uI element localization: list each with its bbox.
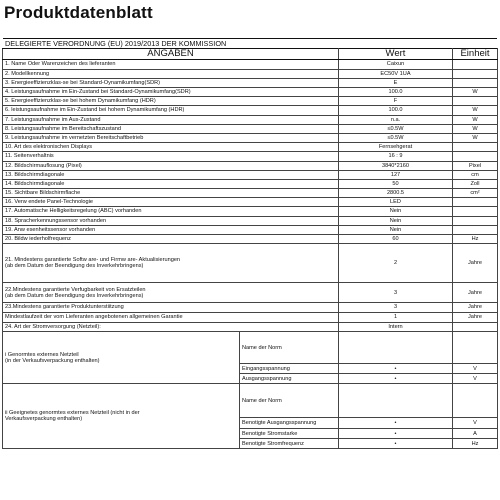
psu-label-line: Verkaufsverpackung enthalten): [5, 416, 83, 423]
table-row: [3, 244, 498, 283]
psu-sub-unit: Hz: [453, 439, 498, 449]
row-label-line: 22.Mindestens garantierte Verfugbarkeit von Ersatzteilen: [5, 286, 146, 293]
row-value: 3: [339, 283, 453, 303]
row-value: 50: [339, 179, 453, 188]
psu-sub-value: •: [339, 364, 453, 374]
row-unit: W: [453, 88, 498, 97]
row-value: Caixun: [339, 60, 453, 69]
table-row: [3, 152, 498, 161]
psu-label-line: ii Geeignetes genormtes externes Netzteil (nicht in der: [5, 410, 140, 417]
table-row: [3, 60, 498, 69]
row-label: 6. leistungsaufnahme im Ein-Zustand bei hohem Dynamikumfang (HDR): [3, 106, 339, 115]
row-label: 23.Mindestens garantierte Produktunterstiitzung: [3, 303, 339, 313]
row-label: 19. Anw esenheitssensor vorhanden: [3, 225, 339, 234]
row-value: 100.0: [339, 106, 453, 115]
row-label: 11. Seitenverhaltnis: [3, 152, 339, 161]
row-unit: cm²: [453, 189, 498, 198]
row-label: 12. Bildschirmauflosung (Pixel): [3, 161, 339, 170]
psu-sub-value: •: [339, 418, 453, 429]
psu-sub-unit: V: [453, 364, 498, 374]
table-row: [3, 69, 498, 78]
product-data-table: [2, 48, 498, 449]
row-unit: [453, 322, 498, 332]
row-unit: [453, 216, 498, 225]
row-unit: [453, 78, 498, 87]
row-label: 7. Leistungsaufnahme im Aus-Zustand: [3, 115, 339, 124]
header-angaben: ANGABEN: [3, 49, 339, 60]
row-unit: [453, 152, 498, 161]
psu-label: [3, 384, 240, 449]
psu-sub-value: •: [339, 439, 453, 449]
table-row: [3, 303, 498, 313]
row-label: 9. Leistungsaufnahme im vernetzten Bereitschaftbetrieb: [3, 133, 339, 142]
row-unit: Jahre: [453, 244, 498, 283]
row-value: 1: [339, 312, 453, 322]
table-row: [3, 283, 498, 303]
row-label: 3. Energieeffizienzklas-se bei Standard-Oynamikumfang(SDR): [3, 78, 339, 87]
table-row: [3, 97, 498, 106]
row-label: 4. Leistungsaufnahme im Ein-Zustand bei Standard-Oynamikumfang(SDR): [3, 88, 339, 97]
row-unit: W: [453, 124, 498, 133]
row-unit: [453, 69, 498, 78]
table-row: [3, 322, 498, 332]
header-einheit: Einheit: [453, 49, 498, 60]
row-label: 13. Bildschirmdiagonale: [3, 170, 339, 179]
row-unit: cm: [453, 170, 498, 179]
row-unit: [453, 198, 498, 207]
row-unit: Pixel: [453, 161, 498, 170]
row-label: 14. Bildschirmdiagonale: [3, 179, 339, 188]
row-value: 100.0: [339, 88, 453, 97]
row-value: Intern: [339, 322, 453, 332]
table-row: [3, 225, 498, 234]
row-unit: Jahre: [453, 303, 498, 313]
page-title: Produktdatenblatt: [4, 3, 153, 22]
row-label: 17. Automatische Helligkeitsregelung (ABC) vorhanden: [3, 207, 339, 216]
regulation-header: DELEGIERTE VERORDNUNG (EU) 2019/2013 DER KOMMISSION: [3, 38, 497, 48]
row-value: 60: [339, 235, 453, 244]
table-row: [3, 207, 498, 216]
table-row: [3, 312, 498, 322]
row-label: 2. Modellkennung: [3, 69, 339, 78]
row-value: 127: [339, 170, 453, 179]
row-label: 10. Art des elektronischen Displays: [3, 143, 339, 152]
table-row: [3, 179, 498, 188]
row-unit: [453, 97, 498, 106]
table-row: [3, 216, 498, 225]
row-value: ≤0.5W: [339, 124, 453, 133]
psu-sub-value: [339, 332, 453, 364]
table-row: [3, 78, 498, 87]
psu-sub-value: [339, 384, 453, 418]
table-row: [3, 170, 498, 179]
table-row: [3, 235, 498, 244]
row-unit: Hz: [453, 235, 498, 244]
header-wert: Wert: [339, 49, 453, 60]
table-row: [3, 189, 498, 198]
row-unit: Zoll: [453, 179, 498, 188]
row-label: 18. Spracherkennungssensor vorhanden: [3, 216, 339, 225]
row-label: 1. Name Oder Warenzeichen des lieferanten: [3, 60, 339, 69]
table-row: [3, 106, 498, 115]
psu-sub-label: Name der Norm: [240, 384, 339, 418]
row-value: 16 : 9: [339, 152, 453, 161]
psu-sub-unit: [453, 332, 498, 364]
table-row: [3, 161, 498, 170]
table-row: [3, 124, 498, 133]
row-unit: W: [453, 133, 498, 142]
psu-label-line: i Genormtes externes Netzteil: [5, 351, 79, 358]
psu-sub-label: Name der Norm: [240, 332, 339, 364]
row-label: Mindestlaufzeit der vom Lieferanten angebotenen allgemeinen Garantie: [3, 312, 339, 322]
row-label: 24. Art der Stromversorgung (Netzteil):: [3, 322, 339, 332]
table-row: [3, 198, 498, 207]
table-row: [3, 384, 498, 418]
psu-sub-unit: [453, 384, 498, 418]
psu-sub-unit: V: [453, 374, 498, 384]
psu-sub-label: Eingangsspannung: [240, 364, 339, 374]
row-unit: [453, 60, 498, 69]
row-value: F: [339, 97, 453, 106]
row-label: [3, 283, 339, 303]
row-label-line: (ab dem Datum der Beendigung des Inverkehrbringens): [5, 292, 144, 299]
row-value: Nein: [339, 207, 453, 216]
row-label: [3, 244, 339, 283]
row-label: 5. Energieeffizienzklas-se bei hohem Dynamikumfang (HDR): [3, 97, 339, 106]
psu-sub-label: Benotigte Ausgangsspannung: [240, 418, 339, 429]
row-label-line: 21. Mindestens garantierte Softw are- und Firmw are- Aktualisierungen: [5, 257, 181, 264]
psu-sub-label: Benotigte Stromfrequenz: [240, 439, 339, 449]
psu-sub-unit: A: [453, 429, 498, 439]
row-value: E: [339, 78, 453, 87]
row-value: 3840*2160: [339, 161, 453, 170]
psu-label-line: (in der Verkaufsverpackung enthalten): [5, 357, 100, 364]
row-label-line: (ab dem Datum der Beendigung des Inverkehrbringens): [5, 263, 144, 270]
row-unit: [453, 225, 498, 234]
psu-sub-value: •: [339, 429, 453, 439]
row-unit: W: [453, 115, 498, 124]
row-unit: Jahre: [453, 312, 498, 322]
psu-sub-label: Ausgangsspannung: [240, 374, 339, 384]
row-label: 16. Verw endete Panel-Technologie: [3, 198, 339, 207]
row-value: 2: [339, 244, 453, 283]
row-label: 15. Sichtbare Bildschirmflache: [3, 189, 339, 198]
row-label: 20. Bildw iederholfrequenz: [3, 235, 339, 244]
psu-label: [3, 332, 240, 384]
row-value: ≤0.5W: [339, 133, 453, 142]
row-unit: W: [453, 106, 498, 115]
row-value: EC50V 1UA: [339, 69, 453, 78]
row-value: Fernsehgerat: [339, 143, 453, 152]
table-row: [3, 88, 498, 97]
row-value: Nein: [339, 225, 453, 234]
row-label: 8. Leistungsaufnahme im Bereitschaftszustand: [3, 124, 339, 133]
table-row: [3, 332, 498, 364]
row-value: 2800.5: [339, 189, 453, 198]
row-value: Nein: [339, 216, 453, 225]
psu-sub-value: •: [339, 374, 453, 384]
row-unit: Jahre: [453, 283, 498, 303]
row-unit: [453, 207, 498, 216]
table-header-row: [3, 49, 498, 60]
psu-sub-unit: V: [453, 418, 498, 429]
psu-sub-label: Benotigte Stromstarke: [240, 429, 339, 439]
table-row: [3, 133, 498, 142]
row-unit: [453, 143, 498, 152]
table-row: [3, 143, 498, 152]
table-row: [3, 115, 498, 124]
row-value: n.a.: [339, 115, 453, 124]
row-value: 3: [339, 303, 453, 313]
row-value: LED: [339, 198, 453, 207]
